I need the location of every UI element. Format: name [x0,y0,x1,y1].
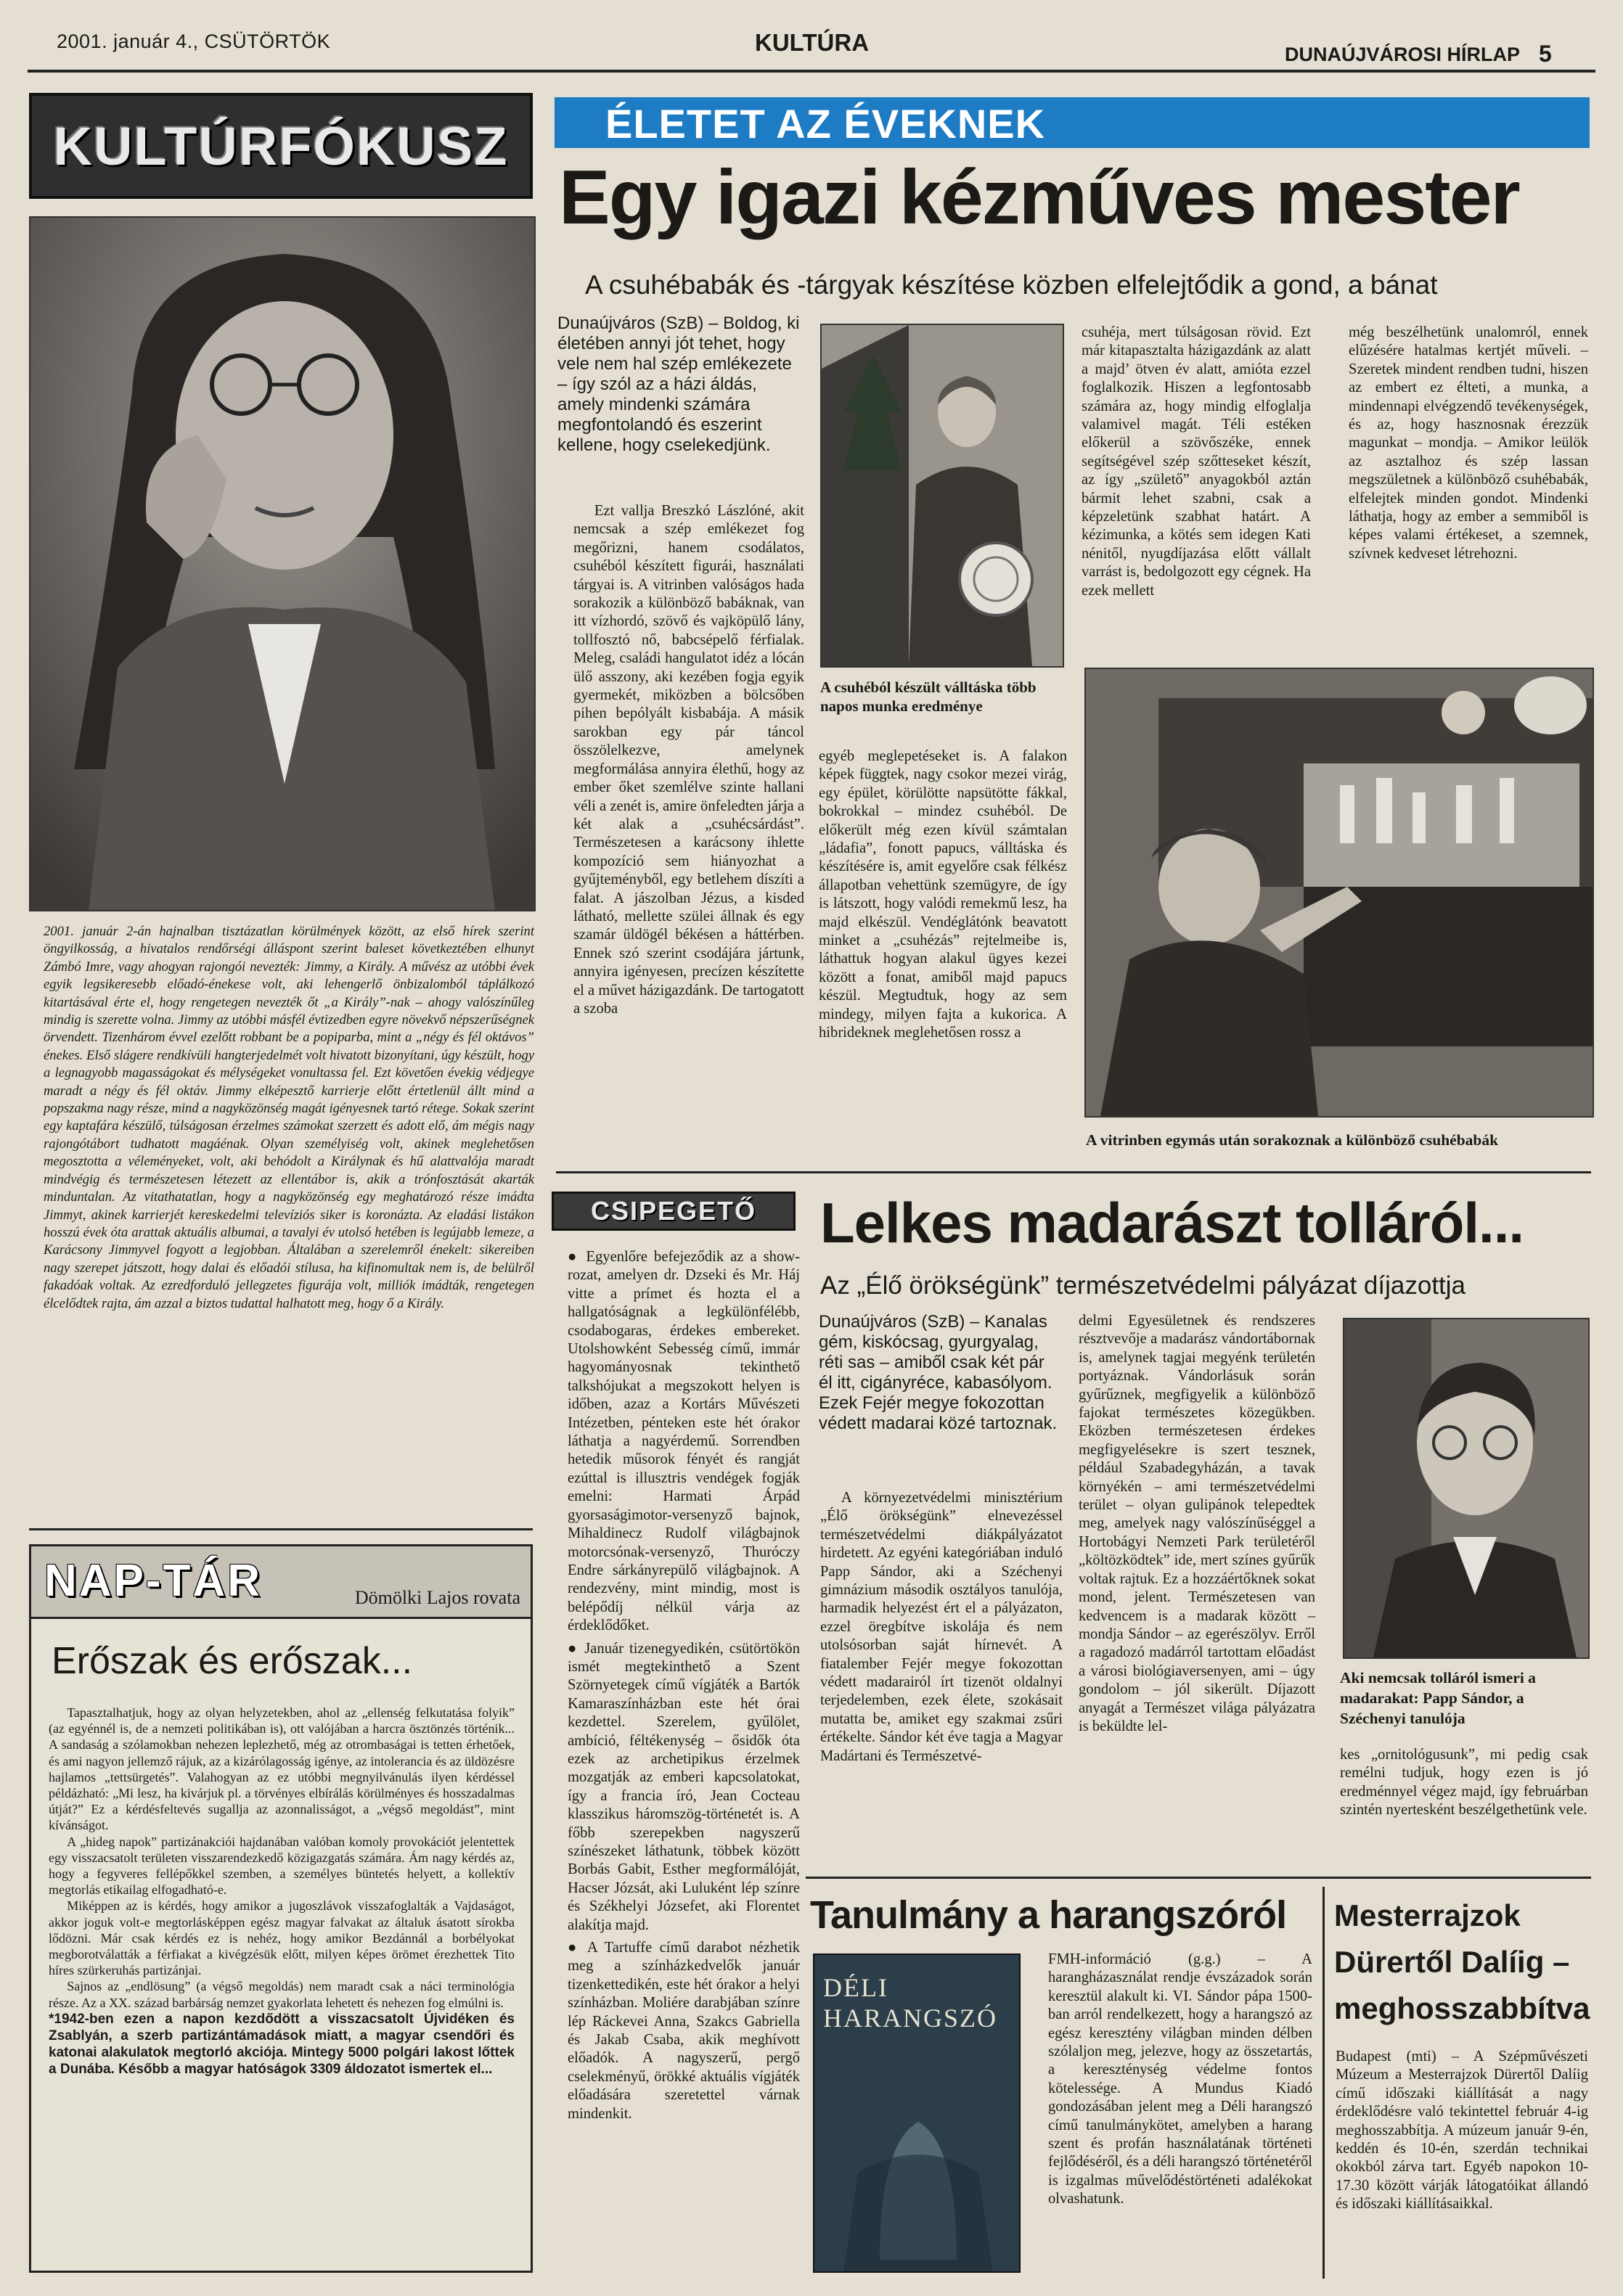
portrait-illustration [30,218,534,910]
naptar-banner [31,1546,531,1619]
bird-divider [806,1877,1591,1879]
main-col3 [1082,324,1311,600]
csipegeto-text [568,1248,800,2123]
naptar-para-1: Tapasztalhatjuk, hogy az olyan helyzetekben, ahol az „ellenség felkutatása folyik” (az egyénnél is, de a nemzeti politikában is), ott valójában a harcra ösztönzés történik... A sandaság a szólamokban nehezen leplezhető, még az otrombaságai is tetten érhetőek, és ami nagyon jellemző rájuk, az a kizárólagosság igénye, az intolerancia és az üldözésre hajlamos „tettsürgetés”. Valahogyan az ez utóbbi megnyilvánulás ilyen kérdéssel példázható: „Mi lesz, ha kivárjuk pl. a törvényes elbírálás körülményes és hosszadalmas útját?” Ez a kérdésfeltevés sugallja az azonnalisságot, a „végső megoldást”, mint kívánságot. [49,1705,515,1833]
book-cover-title: DÉLI HARANGSZÓ [823,1973,998,2033]
main-col3-text: csuhéja, mert túlságosan rövid. Ezt már kitapasztalta házigazdánk az alatt a majd’ ötven év alatt, amióta ezzel foglalkozik. Hiszen a legfontosabb számára az, hogy mindig elfoglalja valamivel magát. Téli estéken előkerül a szövőszéke, ennek segítségével szép szőtteseket készít, az így „születő” anyagokból aztán bármit lehet szabni, csak a képzeletünk szabhat határt. A kézimunka, a kötés sem idegen Kati nénitől, nyugdíjazása előtt vállalt varrást is, bedolgozott egy cégnek. Ha ezek mellett [1082,324,1311,599]
page-date: 2001. január 4., CSÜTÖRTÖK [57,30,331,52]
main-col4-text: még beszélhetünk unalomról, ennek elűzésére hatalmas kertjét műveli. – Szeretek mindent rendben tudni, hiszen az embert ez élteti, a munka, a mindennapi elvégzendő tevékenységek, és az, hogy hasznosnak érezzük magunkat – mondja. – Amikor leülök az asztalhoz és szép lassan megszületnek a különböző csuhébabák, elfelejtek minden gondot. Mindenki láthatja, hogy az ember a semmiből is képes valami értékeset, a szemnek, szívnek kedveset létrehozni. [1349,324,1588,562]
student-caption: Aki nemcsak tolláról ismeri a madarakat: Papp Sándor, a Széchenyi tanulója [1340,1669,1536,1727]
csipegeto-item-2: ● Január tizenegyedikén, csütörtökön ismét megtekinthető a Szent Szörnyetegek című vígjáték a Bartók Kamaraszínházban este hét órai kezdettel. Szerelem, gyűlölet, ambíció, féltékenység – ősidők óta ezek az archetipikus érzelmek mozgatják az emberi kapcsolatokat, így a francia író, Jean Cocteau klasszikus háromszög-történetét is. A főbb szerepekben nagyszerű színészeket láthatunk, többek között Borbás Gabit, Esther megformálóját, Hacser Józsát, aki Luluként lép színre és Székhelyi Józsefet, aki Florentet alakítja majd. [568,1640,800,1935]
paper-name: DUNAÚJVÁROSI HÍRLAP [1285,44,1521,65]
kulturfokusz-label: KULTÚRFÓKUSZ [53,115,509,176]
main-divider [556,1171,1591,1173]
naptar-label: NAP-TÁR [44,1556,262,1606]
craftswoman-caption: A csuhéból készült válltáska több napos munka eredménye [820,678,1037,715]
student-illustration [1344,1319,1588,1657]
bell-illustration [814,1955,1021,2273]
student-photo [1343,1318,1590,1659]
mesterrajzok-title: Mesterrajzok Dürertől Dalíig – meghosszabbítva [1334,1898,1590,2025]
harangszo-text [1048,1951,1312,2209]
page-number: 5 [1539,41,1552,67]
section-title: KULTÚRA [755,29,870,56]
mesterrajzok-text [1336,2048,1588,2214]
naptar-title: Erőszak és erőszak... [52,1640,413,1682]
craftswoman-photo [820,324,1064,668]
vitrine-illustration [1086,669,1593,1116]
bird-title: Lelkes madarászt tolláról... [820,1191,1524,1255]
naptar-para-4: Sajnos az „endlösung” (a végső megoldás) nem maradt csak a náci terminológia része. Az a XX. század barbárság nemzet gyakorlata lehetett és nehezen fog elmúlni is. [49,1979,515,2010]
kulturfokusz-divider [29,1528,533,1530]
mesterrajzok-text-body: Budapest (mti) – A Szépművészeti Múzeum a Mesterrajzok Dürertől Dalíig című időszaki kiállítását a nagy érdeklődésre való tekintettel február 4-ig meghosszabbítja. A múzeum január 9-én, keddén és 10-én, szerdán technikai okokból zárva tart. Egyéb napokon 10-17.30 között várják látogatóikat állandó és időszaki kiállításaikkal. [1336,2049,1588,2213]
bird-col1 [820,1489,1063,1766]
bird-col3 [1340,1746,1588,1820]
bird-col2-text: delmi Egyesületnek és rendszeres résztvevője a madarász vándortábornak is, amelynek tagjai megyénk területén portyáznak. Vándorlásuk során gyűrűznek, megfigyelik a különböző fajokat természetes közegükben. Eközben természetesen érdekes megfigyelésekre is szert tesznek, például Szabadegyházán, a tavak környékén – ami természetvédelmi terület – olyan gulipánok telepedtek meg, amelyek nagy valószínűséggel a Hortobágyi Nemzeti Park területéről „költözködtek” ide, mert színes gyűrűk voltak rajtuk. Ez a hozzáértőknek sokat mond, jelent. Természetesen van kedvencem is a madarak között – mondja Sándor – az egerészölyv. Erről a ragadozó madárról tartottam előadást a városi biológiaversenyen, ami – úgy gondolom – jól sikerült. Díjazott anyagát a Természet világa pályázatra is beküldte lel- [1079,1313,1315,1734]
naptar-para-3: Miképpen az is kérdés, hogy amikor a jugoszlávok visszafoglalták a Vajdaságot, akkor joguk volt-e megtorlásképpen egész magyar falvakat az általuk ásatott sírokba lődözni. Már csak kérdés ez is nehéz, hogy amikor Bezdánnál a borbélyokat megborotválatták a férfiakat a kivégzésük előtt, milyen képes örömet érezhettek Tito híres szürkeruhás partizánjai. [49,1898,515,1978]
naptar-box [29,1544,533,2273]
header-rule [28,70,1595,73]
main-col1-text: Ezt vallja Breszkó Lászlóné, akit nemcsak a szép emlékezet fog megőrizni, hanem csodálatos, csuhéból készített figurái, használati tárgyai is. A vitrinben valóságos hada sorakozik a különböző babáknak, van itt vízhordó, szövő és vajköpülő lány, tollfosztó nő, babcsépelő férfialak. Meleg, családi hangulatot idéz a lócán ülő asszony, aki kezében fogja egyik gyermekét, miközben a bölcsőben pihen bepólyált kisbabája. A másik sarokban egy pár táncol összölelkezve, amelynek megformálása annyira élethű, hogy az ember őket szemlélve szinte hallani véli a zenét is, amire önfeledten járja a két alak a „csuhécsárdást”. Természetesen a karácsony ihlette kompozíció sem hiányozhat a gyűjteményből, egy betlehem díszíti a falat. A jászolban Jézus, a kisded látható, mellette szülei állnak és egy szamár üldögél békésen a háttérben. Ennek szó szerint csodájára jártunk, annyira igényesen, precízen készítette el a művet házigazdánk. De tartogatott a szoba [573,503,804,1017]
main-col2-text: egyéb meglepetéseket is. A falakon képek függtek, nagy csokor mezei virág, egy épület, körülötte napsütötte fákkal, bokrokkal – mindez csuhéból. De előkerült még ezen kívül számtalan „ládafia”, fonott papucs, válltáska és készítésére is, amit egyelőre csak félkész állapotban vehettünk szemügyre, de így is látszott, hogy valódi remekmű lesz, ha majd elkészül. Vendéglátónk beavatott minket a „csuhézás” rejtelmeibe is, láthattuk hogyan alakul ügyes kezei között a fonat, amiből majd papucs készül. Megtudtuk, hogy az sem mindegy, milyen fajta a kukorica. A hibrideknek meglehetősen rossz a [819,748,1067,1041]
bird-subtitle: Az „Élő örökségünk” természetvédelmi pályázat díjazottja [820,1271,1466,1300]
harangszo-text-body: FMH-információ (g.g.) – A harangházasználat rendje évszázadok során keresztül alakult ki. VI. Sándor pápa 1500-ban arról rendelkezett, hogy a harangszó az egész keresztény világban minden délben szólaljon meg, jelezve, hogy az összetartás, a kereszténység védelme fontos kötelessége. A Mundus Kiadó gondozásában jelent meg a Déli harangszó című tanulmánykötet, amelyben a harang szent és profán használatának történeti fejlődéséről, és a déli harangszó történetéről is izgalmas művelődéstörténeti adalékokat olvashatunk. [1048,1951,1312,2207]
craftswoman-illustration [822,325,1063,666]
csipegeto-item-1: ● Egyenlőre befejeződik az a show-rozat, amelyen dr. Dzseki és Mr. Háj vitte a prímet és hozta el a hallgatóságnak a legkülönfélébb, csodabogaras, érdekes embereket. Utolshowként Sebesség című, immár hagyományosnak tekinthető talkshójukat a megszokott helyen is időben, azaz a Kortárs Művészeti Intézetben, pénteken este hét órakor láthatja a nagyérdemű. Sorrendben hetedik műsorok fényét és rangját ezúttal is illusztris vendégek fogják emelni: Harmati Árpád gyorsaságimotor-versenyző bajnok, Mihaldinecz Rudolf világbajnok motorcsónak-versenyző, Thuróczy Endre sárkányrepülő világbajnok. A rendezvény, mint mindig, most is belépődíj nélkül várja az érdeklődőket. [568,1248,800,1636]
vitrine-caption: A vitrinben egymás után sorakoznak a különböző csuhébabák [1086,1131,1499,1149]
csipegeto-item-3: ● A Tartuffe című darabot nézhetik meg a színházkedvelők január tizenkettedikén, este hét órakor a helyi színházban. Moliére darabjában színre lép Ráckevei Anna, Szakcs Gabriella és Jakab Csaba, akik meghívott előadók. A nagyszerű, pergő cselekményű, örökké aktuális vígjáték előadására szeretettel várnak mindenkit. [568,1939,800,2123]
bird-col2 [1079,1312,1315,1736]
main-lead: Dunaújváros (SzB) – Boldog, ki életében annyi jót tehet, hogy vele nem hal szép emlékezete – így szól az a házi áldás, amely mindenki számára megfontolandó és eszerint kellene, hogy cselekedjünk. [557,313,800,455]
column-divider [1322,1887,1325,2279]
main-col4 [1349,324,1588,563]
main-subtitle: A csuhébabák és -tárgyak készítése közben elfelejtődik a gond, a bánat [585,270,1438,300]
vitrine-photo [1084,668,1594,1118]
main-kicker-text: ÉLETET AZ ÉVEKNEK [605,101,1046,147]
bird-col3-text: kes „ornitológusunk”, mi pedig csak remélni tudjuk, hogy ezen is jó eredménnyel végez majd, így februárban szintén nyertesként beszélgethetünk vele. [1340,1747,1588,1819]
csipegeto-banner [552,1192,796,1231]
main-col2 [819,747,1067,1043]
naptar-text [49,1705,515,2078]
naptar-byline: Dömölki Lajos rovata [354,1587,520,1608]
main-col1 [573,502,804,1018]
book-cover [813,1953,1021,2273]
kulturfokusz-text: 2001. január 2-án hajnalban tisztázatlan körülmények között, az első hírek szerint öngyilkosság, a hivatalos rendőrségi álláspont szerint baleset következtében elhunyt Zámbó Imre, vagy ahogyan rajongói nevezték: Jimmy, a Király. A művész az utóbbi évek egyik legsikeresebb előadó-énekese volt, aki lehengerlő önbizalomból táplálkozó kitartásával érte el, hogy rengetegen nevezték őt „a Király”-nak – ahogy valószínűleg mindig is szerette volna. Jimmy az utóbbi másfél évtizedben egyre növekvő népszerűségnek örvendett. Tizenhárom évvel ezelőtt robbant be a popiparba, mint a „négy és fél oktávos” énekes. Első slágere rendkívüli hangterjedelmét volt hivatott bizonyítani, úgy készült, hogy a legnagyobb magasságokat és mélységeket vonultassa fel. Ezt követően évekig védjegye maradt a négy és fél oktáv. Jimmy elképesztő karrierje előtt értetlenül állt mind a popszakma nagy része, mind a nagyközönség magát igényesnek tartó rétege. Sokak szerint egy kaptafára készülő, túlságosan érzelmes számokat szerzett és adott elő, ám mégis nagy rajongótábort tudhatott magáénak. Olyan személyiség volt, akinek meglehetősen megosztotta a véleményeket, volt, aki behódolt a Királynak és hű alattvalója maradt mindvégig és természetesen létezett az ellentábor is, akik a trónfosztását akarták minduntalan. Az vitathatatlan, hogy a nagyközönség egy meghatározó része imádta Jimmyt, akinek karrierjét kereskedelmi televíziós siker is koronázta. Az eladási listákon hosszú évek óta arattak aktuális albumai, a tavalyi év utolsó hetében is legújabb lemeze, a Karácsony Jimmyvel fogyott a legjobban. Általában a szerelemről énekelt: sikereiben nagy szerepet játszott, hogy dalai és előadói stílusa, ha kifinomultak nem is, de belülről fakadóak voltak. Az ezredforduló jellegzetes figurája volt, milliók imádták, rengetegen élcelődtek rajta, ám azzal a biztos tudattal halhatott meg, hogy ő a Király. [44,924,534,1311]
bird-col1-text: A környezetvédelmi minisztérium „Élő örökségünk” elnevezéssel természetvédelmi diákpályázatot hirdetett. Az egyéni kategóriában induló Papp Sándor, aki a Széchenyi gimnázium második osztályos tanulója, harmadik helyezést ért el a pályázaton, ezzel öregbítve iskolája és nem utolsósorban saját hírnevét. A fiatalember Fejér megye fokozottan védett madarairól írt tizenöt oldalnyi terjedelemben, ezek élete, szokásait mutatta be, amiket egy szakmai zsűri értékelte. Sándor két éve tagja a Magyar Madártani és Természetvé- [820,1490,1063,1764]
main-kicker [555,97,1590,148]
naptar-para-2: A „hideg napok” partizánakciói hajdanában valóban komoly provokációt jelentettek egy visszacsatolt területen visszarendezkedő közigazgatás számára. Ám nagy kérdés az, hogy a fegyveres fellépőkkel szemben, a személyes büntetés helyett, a kollektív megtorlás etikailag elfogadható-e. [49,1834,515,1898]
portrait-photo [29,216,536,911]
main-title: Egy igazi kézműves mester [559,155,1519,240]
bird-lead: Dunaújváros (SzB) – Kanalas gém, kiskócsag, gyurgyalag, réti sas – amiből csak két pár él itt, cigányréce, kabasólyom. Ezek Fejér megye fokozottan védett madarai közé tartoznak. [819,1312,1058,1433]
kulturfokusz-banner [29,93,533,199]
naptar-footnote: *1942-ben ezen a napon kezdődött a visszacsatolt Újvidéken és Zsablyán, a szerb partizántámadások miatt, a magyar csendőri és katonai alakulatok megtorló akciója. Mintegy 5000 polgári lakost lőttek a Dunába. Később a magyar hatóságok 3309 áldozatot ismertek el... [49,2011,515,2077]
csipegeto-label: CSIPEGETŐ [590,1196,757,1226]
harangszo-title: Tanulmány a harangszóról [810,1893,1287,1937]
